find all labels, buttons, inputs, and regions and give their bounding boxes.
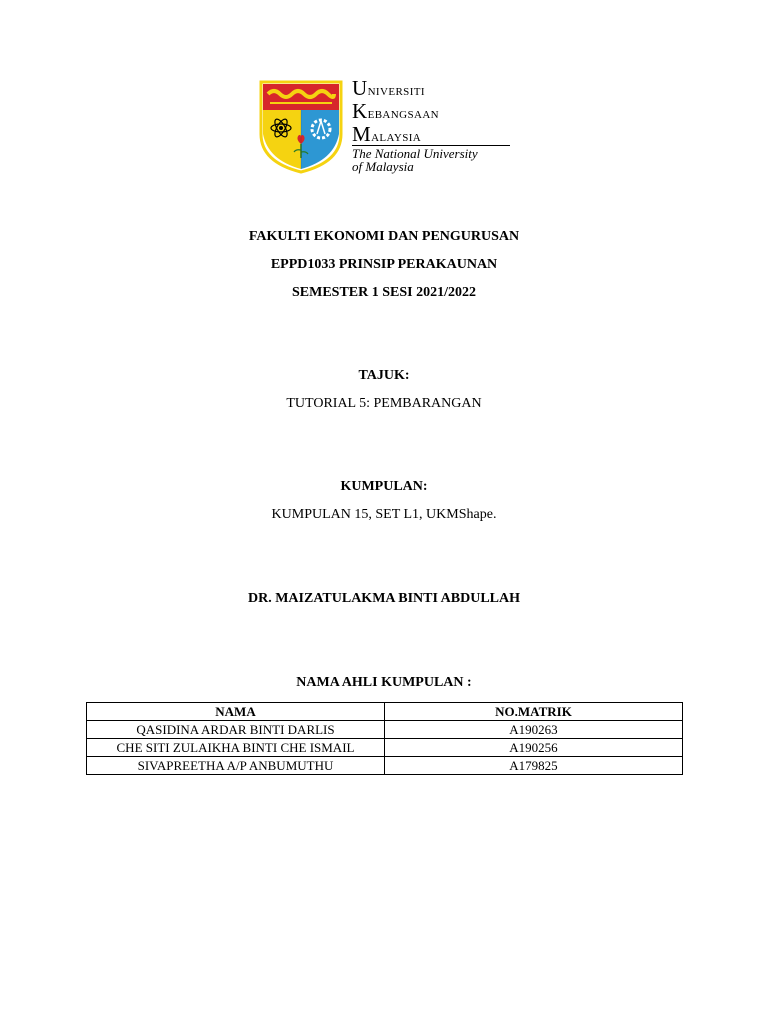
members-heading: NAMA AHLI KUMPULAN : <box>296 675 472 690</box>
members-table <box>86 702 683 775</box>
member-name-cell: QASIDINA ARDAR BINTI DARLIS <box>87 721 385 739</box>
university-english-name <box>352 147 478 173</box>
english-name-line-2: of Malaysia <box>352 159 414 174</box>
university-name-line-2: Kebangsaan <box>352 99 440 123</box>
title-value: TUTORIAL 5: PEMBARANGAN <box>286 396 482 411</box>
university-logo <box>258 76 514 174</box>
english-name-line-1: The National University <box>352 146 478 161</box>
faculty-heading: FAKULTI EKONOMI DAN PENGURUSAN <box>248 229 520 244</box>
university-name <box>352 78 439 147</box>
table-row <box>87 721 683 739</box>
group-label: KUMPULAN: <box>340 479 428 494</box>
university-name-line-3: Malaysia <box>352 122 422 146</box>
table-header-row <box>87 703 683 721</box>
member-name-cell: CHE SITI ZULAIKHA BINTI CHE ISMAIL <box>87 739 385 757</box>
member-matric-cell: A190263 <box>385 721 683 739</box>
column-header-name: NAMA <box>87 703 385 721</box>
group-value: KUMPULAN 15, SET L1, UKMShape. <box>271 507 497 522</box>
member-name-cell: SIVAPREETHA A/P ANBUMUTHU <box>87 757 385 775</box>
table-row <box>87 757 683 775</box>
semester-heading: SEMESTER 1 SESI 2021/2022 <box>292 285 476 300</box>
member-matric-cell: A190256 <box>385 739 683 757</box>
university-crest-icon <box>258 76 344 174</box>
university-name-line-1: Universiti <box>352 76 425 100</box>
course-heading: EPPD1033 PRINSIP PERAKAUNAN <box>270 257 498 272</box>
lecturer-name: DR. MAIZATULAKMA BINTI ABDULLAH <box>248 591 520 606</box>
title-label: TAJUK: <box>358 368 410 383</box>
table-row <box>87 739 683 757</box>
member-matric-cell: A179825 <box>385 757 683 775</box>
column-header-matric: NO.MATRIK <box>385 703 683 721</box>
